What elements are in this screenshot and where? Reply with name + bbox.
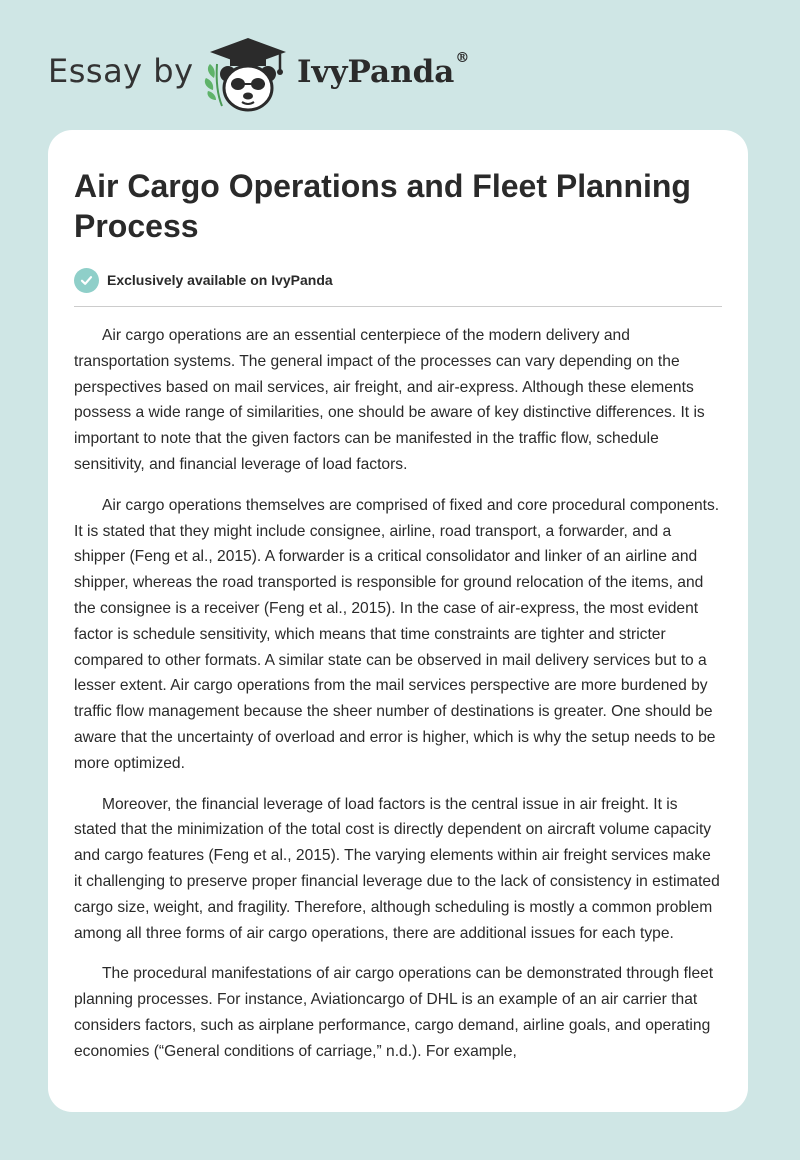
panda-graduate-icon (200, 34, 296, 114)
page-title: Air Cargo Operations and Fleet Planning Process (74, 168, 691, 244)
paragraph-2: Air cargo operations themselves are comprised of fixed and core procedural components. It is stated that they might include consignee, airline, road transport, a forwarder, and a shipper (Feng et al., 2015). A forwarder is a critical consolidator and linker of an airline and shipper, whereas the road transported is responsible for ground relocation of the items, and the consignee is a receiver (Feng et al., 2015). In the case of air-express, the most evident factor is schedule sensitivity, which means that time constraints are tighter and stricter compared to other formats. A similar state can be observed in mail delivery services but to a lesser extent. Air cargo operations from the mail services perspective are more burdened by traffic flow management because the sheer number of destinations is greater. One should be aware that the uncertainty of overload and error is higher, which is why the setup needs to be more optimized. (74, 496, 720, 772)
paragraph-3: Moreover, the financial leverage of load factors is the central issue in air freight. It is stated that the minimization of the total cost is directly dependent on aircraft volume capacity and cargo features (Feng et al., 2015). The varying elements within air freight services make it challenging to preserve proper financial leverage due to the lack of consistency in estimated cargo size, weight, and fragility. Therefore, although scheduling is mostly a common problem among all three forms of air cargo operations, there are additional issues for each type. (74, 795, 720, 942)
check-icon (74, 268, 99, 293)
paragraph-1: Air cargo operations are an essential centerpiece of the modern delivery and transportation systems. The general impact of the processes can vary depending on the perspectives based on mail services, air freight, and air-express. Although these elements possess a wide range of similarities, one should be aware of key distinctive differences. It is important to note that the given factors can be manifested in the traffic flow, schedule sensitivity, and financial leverage of load factors. (74, 327, 705, 473)
site-header (0, 0, 800, 128)
exclusive-label: Exclusively available on IvyPanda (107, 272, 333, 288)
divider (74, 306, 722, 307)
brand-name: IvyPanda® (297, 50, 470, 90)
registered-mark: ® (455, 50, 470, 66)
essay-card (48, 130, 748, 1112)
essay-body (74, 323, 722, 1065)
essay-by-label: Essay by (48, 52, 194, 90)
exclusive-notice (74, 266, 722, 294)
paragraph-4: The procedural manifestations of air cargo operations can be demonstrated through fleet planning processes. For instance, Aviationcargo of DHL is an example of an air carrier that considers factors, such as airplane performance, cargo demand, airline goals, and operating economies (“General conditions of carriage,” n.d.). For example, (74, 965, 714, 1060)
